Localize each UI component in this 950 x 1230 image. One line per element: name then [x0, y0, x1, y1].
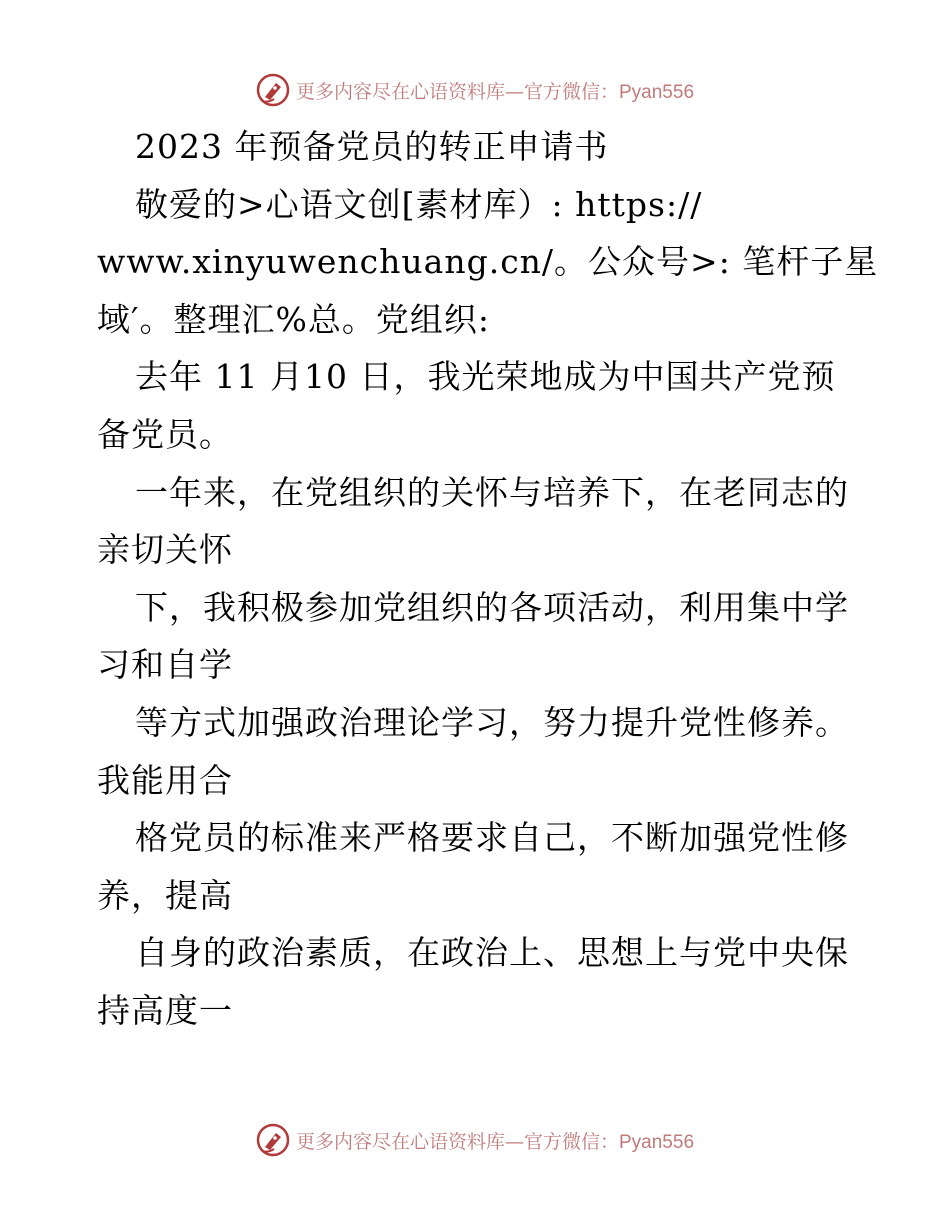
text-line: 自身的政治素质，在政治上、思想上与党中央保 [135, 933, 849, 973]
header-watermark [0, 70, 950, 110]
text-line: 持高度一 [97, 990, 233, 1030]
footer-watermark-text: 更多内容尽在心语资料库—官方微信：Pyan556 [295, 1130, 695, 1153]
text-line: 域′。整理汇%总。党组织: [97, 299, 490, 339]
footer-watermark [0, 1120, 950, 1160]
header-wechat-id: Pyan556 [619, 81, 695, 103]
text-line: 备党员。 [97, 414, 233, 454]
text-line: 下，我积极参加党组织的各项活动，利用集中学 [135, 587, 849, 627]
text-line: 等方式加强政治理论学习，努力提升党性修养。 [135, 702, 849, 742]
text-line: 一年来，在党组织的关怀与培养下，在老同志的 [135, 472, 849, 512]
pen-nib-logo-icon [256, 73, 290, 107]
footer-wechat-id: Pyan556 [619, 1131, 695, 1153]
text-line: www.xinyuwenchuang.cn/。公众号>: 笔杆子星 [97, 242, 879, 282]
text-line: 养，提高 [97, 875, 233, 915]
text-line: 去年 11 月10 日，我光荣地成为中国共产党预 [135, 357, 836, 397]
header-watermark-text: 更多内容尽在心语资料库—官方微信：Pyan556 [295, 80, 695, 103]
document-title: 2023 年预备党员的转正申请书 [135, 127, 609, 166]
text-line: 我能用合 [97, 760, 233, 800]
text-line: 敬爱的>心语文创[素材库）: https:// [135, 184, 703, 224]
text-line: 格党员的标准来严格要求自己，不断加强党性修 [135, 818, 849, 858]
text-line: 习和自学 [97, 645, 233, 685]
footer-watermark-content [256, 1123, 694, 1157]
document-body [97, 118, 879, 1040]
pen-nib-logo-icon [256, 1123, 290, 1157]
header-watermark-content [256, 73, 694, 107]
text-line: 亲切关怀 [97, 530, 233, 570]
